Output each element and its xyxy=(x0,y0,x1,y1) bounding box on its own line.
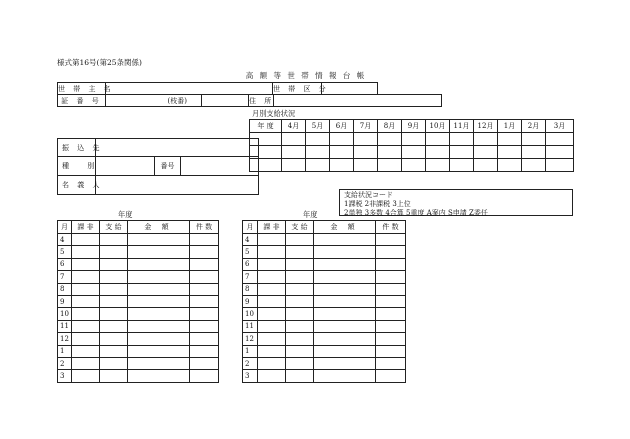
monthly-cell[interactable] xyxy=(330,133,354,146)
table-row xyxy=(58,345,219,357)
data-cell[interactable] xyxy=(286,246,314,258)
data-cell[interactable] xyxy=(286,357,314,369)
monthly-header-month: 11月 xyxy=(450,120,474,133)
data-cell[interactable] xyxy=(314,308,376,320)
monthly-row xyxy=(250,146,574,159)
data-cell[interactable] xyxy=(128,283,190,295)
data-cell[interactable] xyxy=(314,370,376,382)
monthly-cell[interactable] xyxy=(474,133,498,146)
address-label: 住 所 xyxy=(249,96,275,105)
data-cell[interactable] xyxy=(286,345,314,357)
data-cell[interactable] xyxy=(314,283,376,295)
data-cell[interactable] xyxy=(100,370,128,382)
monthly-cell[interactable] xyxy=(546,159,574,172)
transfer-value[interactable] xyxy=(96,139,259,157)
monthly-header-month: 4月 xyxy=(282,120,306,133)
month-cell: 2 xyxy=(58,357,72,369)
monthly-header-month: 12月 xyxy=(474,120,498,133)
data-cell[interactable] xyxy=(286,320,314,332)
monthly-cell[interactable] xyxy=(354,133,378,146)
monthly-cell[interactable] xyxy=(282,159,306,172)
data-cell[interactable] xyxy=(128,320,190,332)
table-row xyxy=(58,234,219,246)
month-cell: 9 xyxy=(58,295,72,307)
monthly-cell[interactable] xyxy=(330,146,354,159)
yearly-header-tax: 課 非 xyxy=(258,221,286,234)
data-cell[interactable] xyxy=(100,320,128,332)
table-row xyxy=(243,320,406,332)
holder-value[interactable] xyxy=(96,176,259,195)
monthly-row xyxy=(250,159,574,172)
data-cell[interactable] xyxy=(128,295,190,307)
month-cell: 6 xyxy=(58,258,72,270)
year-label-right: 年度 xyxy=(303,210,318,219)
monthly-cell[interactable] xyxy=(450,133,474,146)
monthly-header-month: 3月 xyxy=(546,120,574,133)
table-row xyxy=(243,308,406,320)
month-cell: 8 xyxy=(243,283,258,295)
data-cell[interactable] xyxy=(72,370,100,382)
month-cell: 2 xyxy=(243,357,258,369)
yearly-header-tax: 課 非 xyxy=(72,221,100,234)
data-cell[interactable] xyxy=(286,370,314,382)
month-cell: 1 xyxy=(58,345,72,357)
data-cell[interactable] xyxy=(258,234,286,246)
monthly-cell[interactable] xyxy=(426,146,450,159)
data-cell[interactable] xyxy=(376,308,406,320)
branch-label: (枝番) xyxy=(154,95,202,107)
data-cell[interactable] xyxy=(258,246,286,258)
monthly-cell[interactable] xyxy=(498,159,522,172)
data-cell[interactable] xyxy=(258,345,286,357)
data-cell[interactable] xyxy=(376,234,406,246)
table-row xyxy=(243,370,406,382)
monthly-cell[interactable] xyxy=(498,146,522,159)
data-cell[interactable] xyxy=(72,234,100,246)
data-cell[interactable] xyxy=(128,246,190,258)
table-row xyxy=(243,295,406,307)
data-cell[interactable] xyxy=(72,295,100,307)
transfer-label: 振 込 先 xyxy=(58,139,96,157)
data-cell[interactable] xyxy=(314,320,376,332)
data-cell[interactable] xyxy=(190,320,219,332)
month-cell: 3 xyxy=(243,370,258,382)
data-cell[interactable] xyxy=(314,271,376,283)
data-cell[interactable] xyxy=(72,258,100,270)
data-cell[interactable] xyxy=(286,308,314,320)
cert-table xyxy=(57,94,442,107)
yearly-header-amount: 金 額 xyxy=(128,221,190,234)
type-label: 種 別 xyxy=(58,157,96,176)
table-row xyxy=(243,271,406,283)
table-row xyxy=(58,246,219,258)
data-cell[interactable] xyxy=(258,258,286,270)
data-cell[interactable] xyxy=(286,333,314,345)
data-cell[interactable] xyxy=(314,234,376,246)
data-cell[interactable] xyxy=(128,370,190,382)
data-cell[interactable] xyxy=(190,370,219,382)
page-title: 高 額 等 世 帯 情 報 台 帳 xyxy=(245,71,367,80)
month-cell: 9 xyxy=(243,295,258,307)
data-cell[interactable] xyxy=(190,246,219,258)
yearly-header-month: 月 xyxy=(58,221,72,234)
household-category-label: 世 帯 区 分 xyxy=(273,84,329,93)
month-cell: 12 xyxy=(243,333,258,345)
data-cell[interactable] xyxy=(286,234,314,246)
monthly-cell[interactable] xyxy=(546,133,574,146)
monthly-header-month: 10月 xyxy=(426,120,450,133)
table-row xyxy=(58,357,219,369)
code-legend-line2: 2単独 3多数 4合算 5重度 A案内 S申請 Z委任 xyxy=(344,209,488,217)
data-cell[interactable] xyxy=(100,357,128,369)
table-row xyxy=(243,258,406,270)
month-cell: 4 xyxy=(58,234,72,246)
table-row xyxy=(58,370,219,382)
monthly-cell[interactable] xyxy=(402,159,426,172)
monthly-header-month: 5月 xyxy=(306,120,330,133)
data-cell[interactable] xyxy=(314,333,376,345)
data-cell[interactable] xyxy=(190,258,219,270)
number-label: 番号 xyxy=(155,157,181,176)
cert-blank-cell xyxy=(202,95,249,107)
monthly-cell[interactable] xyxy=(474,159,498,172)
number-value[interactable] xyxy=(181,157,259,176)
data-cell[interactable] xyxy=(376,246,406,258)
yearly-header-payment: 支 給 xyxy=(100,221,128,234)
data-cell[interactable] xyxy=(100,345,128,357)
cert-number-value[interactable] xyxy=(106,95,154,107)
data-cell[interactable] xyxy=(314,345,376,357)
month-cell: 10 xyxy=(243,308,258,320)
table-row xyxy=(243,234,406,246)
month-cell: 12 xyxy=(58,333,72,345)
data-cell[interactable] xyxy=(72,271,100,283)
code-legend-line1: 1課税 2非課税 3上位 xyxy=(344,200,411,208)
data-cell[interactable] xyxy=(72,320,100,332)
data-cell[interactable] xyxy=(258,333,286,345)
data-cell[interactable] xyxy=(286,295,314,307)
data-cell[interactable] xyxy=(314,246,376,258)
monthly-cell[interactable] xyxy=(354,146,378,159)
type-value[interactable] xyxy=(96,157,155,176)
data-cell[interactable] xyxy=(376,357,406,369)
monthly-cell[interactable] xyxy=(282,146,306,159)
data-cell[interactable] xyxy=(376,258,406,270)
table-row xyxy=(58,320,219,332)
data-cell[interactable] xyxy=(72,357,100,369)
cert-number-label: 証 番 号 xyxy=(58,95,106,107)
monthly-cell[interactable] xyxy=(450,146,474,159)
table-row xyxy=(243,333,406,345)
data-cell[interactable] xyxy=(314,295,376,307)
data-cell[interactable] xyxy=(258,308,286,320)
data-cell[interactable] xyxy=(128,333,190,345)
month-cell: 3 xyxy=(58,370,72,382)
table-row xyxy=(58,283,219,295)
household-category-value[interactable] xyxy=(322,83,378,95)
monthly-title: 月別支給状況 xyxy=(252,109,296,118)
data-cell[interactable] xyxy=(314,258,376,270)
monthly-cell[interactable] xyxy=(306,133,330,146)
yearly-table-left xyxy=(57,220,219,383)
yearly-table-right xyxy=(242,220,406,383)
monthly-cell[interactable] xyxy=(474,146,498,159)
data-cell[interactable] xyxy=(286,258,314,270)
table-row xyxy=(58,258,219,270)
month-cell: 11 xyxy=(243,320,258,332)
monthly-header-month: 2月 xyxy=(522,120,546,133)
table-row xyxy=(58,271,219,283)
monthly-cell[interactable] xyxy=(282,133,306,146)
data-cell[interactable] xyxy=(100,271,128,283)
data-cell[interactable] xyxy=(314,357,376,369)
monthly-cell[interactable] xyxy=(522,133,546,146)
data-cell[interactable] xyxy=(190,234,219,246)
data-cell[interactable] xyxy=(190,333,219,345)
data-cell[interactable] xyxy=(376,283,406,295)
data-cell[interactable] xyxy=(258,271,286,283)
month-cell: 5 xyxy=(243,246,258,258)
data-cell[interactable] xyxy=(190,345,219,357)
data-cell[interactable] xyxy=(100,333,128,345)
table-row xyxy=(243,357,406,369)
monthly-header-month: 6月 xyxy=(330,120,354,133)
data-cell[interactable] xyxy=(258,283,286,295)
data-cell[interactable] xyxy=(100,283,128,295)
yearly-header-month: 月 xyxy=(243,221,258,234)
yearly-header-amount: 金 額 xyxy=(314,221,376,234)
monthly-cell[interactable] xyxy=(450,159,474,172)
code-legend-title: 支給状況コード xyxy=(344,191,393,199)
month-cell: 4 xyxy=(243,234,258,246)
data-cell[interactable] xyxy=(258,295,286,307)
data-cell[interactable] xyxy=(128,271,190,283)
monthly-cell[interactable] xyxy=(522,146,546,159)
form-number: 様式第16号(第25条関係) xyxy=(57,58,142,67)
bank-table xyxy=(57,138,259,195)
status-code-legend xyxy=(339,189,573,216)
data-cell[interactable] xyxy=(100,258,128,270)
month-cell: 10 xyxy=(58,308,72,320)
data-cell[interactable] xyxy=(100,246,128,258)
month-cell: 1 xyxy=(243,345,258,357)
data-cell[interactable] xyxy=(190,295,219,307)
month-cell: 6 xyxy=(243,258,258,270)
table-row xyxy=(58,333,219,345)
data-cell[interactable] xyxy=(128,234,190,246)
data-cell[interactable] xyxy=(258,370,286,382)
monthly-cell[interactable] xyxy=(330,159,354,172)
month-cell: 7 xyxy=(243,271,258,283)
table-row xyxy=(58,308,219,320)
monthly-cell[interactable] xyxy=(306,146,330,159)
data-cell[interactable] xyxy=(286,283,314,295)
monthly-cell[interactable] xyxy=(378,133,402,146)
monthly-cell[interactable] xyxy=(354,159,378,172)
table-row xyxy=(243,345,406,357)
data-cell[interactable] xyxy=(376,333,406,345)
monthly-cell[interactable] xyxy=(378,146,402,159)
table-row xyxy=(243,246,406,258)
monthly-cell[interactable] xyxy=(402,146,426,159)
monthly-header-month: 8月 xyxy=(378,120,402,133)
data-cell[interactable] xyxy=(128,308,190,320)
data-cell[interactable] xyxy=(128,357,190,369)
data-cell[interactable] xyxy=(376,345,406,357)
yearly-header-count: 件 数 xyxy=(190,221,219,234)
monthly-cell[interactable] xyxy=(426,133,450,146)
month-cell: 7 xyxy=(58,271,72,283)
data-cell[interactable] xyxy=(376,271,406,283)
data-cell[interactable] xyxy=(190,308,219,320)
year-label-left: 年度 xyxy=(118,210,133,219)
data-cell[interactable] xyxy=(376,295,406,307)
data-cell[interactable] xyxy=(190,357,219,369)
data-cell[interactable] xyxy=(376,370,406,382)
monthly-cell[interactable] xyxy=(306,159,330,172)
monthly-cell[interactable] xyxy=(498,133,522,146)
holder-label: 名 義 人 xyxy=(58,176,96,195)
monthly-cell[interactable] xyxy=(426,159,450,172)
monthly-cell[interactable] xyxy=(522,159,546,172)
data-cell[interactable] xyxy=(72,246,100,258)
monthly-cell[interactable] xyxy=(402,133,426,146)
monthly-row xyxy=(250,133,574,146)
data-cell[interactable] xyxy=(376,320,406,332)
data-cell[interactable] xyxy=(258,357,286,369)
data-cell[interactable] xyxy=(72,283,100,295)
monthly-header-month: 9月 xyxy=(402,120,426,133)
data-cell[interactable] xyxy=(72,345,100,357)
monthly-header-month: 7月 xyxy=(354,120,378,133)
data-cell[interactable] xyxy=(72,308,100,320)
table-row xyxy=(243,283,406,295)
monthly-table xyxy=(249,119,574,172)
data-cell[interactable] xyxy=(128,258,190,270)
address-value[interactable] xyxy=(274,95,442,107)
data-cell[interactable] xyxy=(100,295,128,307)
monthly-cell[interactable] xyxy=(378,159,402,172)
data-cell[interactable] xyxy=(190,271,219,283)
data-cell[interactable] xyxy=(258,320,286,332)
month-cell: 5 xyxy=(58,246,72,258)
month-cell: 11 xyxy=(58,320,72,332)
data-cell[interactable] xyxy=(100,234,128,246)
monthly-cell[interactable] xyxy=(546,146,574,159)
monthly-header-month: 1月 xyxy=(498,120,522,133)
yearly-header-payment: 支 給 xyxy=(286,221,314,234)
data-cell[interactable] xyxy=(72,333,100,345)
data-cell[interactable] xyxy=(286,271,314,283)
data-cell[interactable] xyxy=(190,283,219,295)
household-head-value[interactable] xyxy=(106,83,273,95)
table-row xyxy=(58,295,219,307)
data-cell[interactable] xyxy=(100,308,128,320)
household-head-label: 世 帯 主 名 xyxy=(58,84,114,93)
data-cell[interactable] xyxy=(128,345,190,357)
yearly-header-count: 件 数 xyxy=(376,221,406,234)
monthly-header-year: 年 度 xyxy=(250,120,282,133)
month-cell: 8 xyxy=(58,283,72,295)
